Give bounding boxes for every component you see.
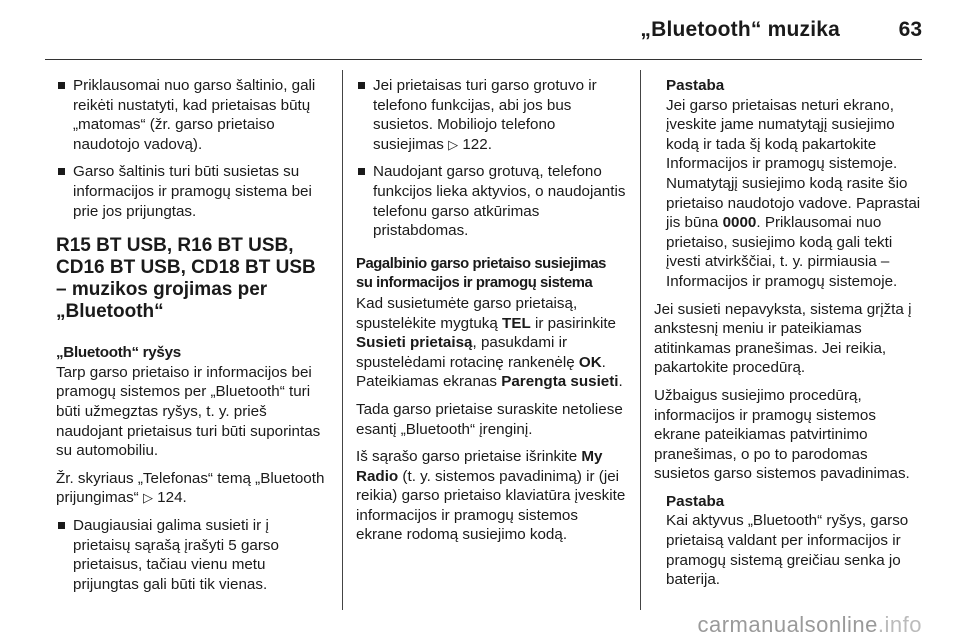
note-text: Jei garso prietaisas neturi ekrano, įveskite jame numatytąjį susiejimo kodą ir tada šį kodą pakartokite Informacijos ir pramogų sistemoje. Numatytąjį susiejimo kodą rasite šio prietaiso naudotojo vadove. Paprastai jis būna 0000. Priklausomai nuo prietaiso, susiejimo kodą gali tekti įvesti atvirkščiai, t. y. pirmiausia – Informacijos ir pramogų sistemoje. xyxy=(666,96,921,290)
reference-arrow-icon: ▷ xyxy=(448,136,459,152)
list-item: Jei prietaisas turi garso grotuvo ir telefono funkcijas, abi jos bus susietos. Mobiliojo telefono susiejimas ▷ 122. xyxy=(356,76,626,154)
bullet-icon xyxy=(58,168,65,175)
screen-name: Parengta susieti xyxy=(501,373,619,391)
menu-name: Susieti prietaisą xyxy=(356,334,473,352)
header-divider xyxy=(45,59,922,60)
paragraph: Kad susietumėte garso prietaisą, spustelėkite mygtuką TEL ir pasirinkite Susieti prietaisą, pasukdami ir spustelėdami rotacinę rankenėlę OK. Pateikiamas ekranas Parengta susieti. xyxy=(356,294,623,391)
subsection-heading: „Bluetooth“ ryšys xyxy=(56,344,181,362)
page-header xyxy=(0,0,960,60)
note-box xyxy=(654,492,926,590)
default-code: 0000 xyxy=(722,214,757,232)
bullet-icon xyxy=(58,82,65,89)
bullet-icon xyxy=(358,168,365,175)
bullet-icon xyxy=(358,82,365,89)
page-title: „Bluetooth“ muzika xyxy=(640,18,840,41)
list-item: Daugiausiai galima susieti ir į prietaisų sąrašą įrašyti 5 garso prietaisus, tačiau vienu metu prijungtas gali būti tik vienas. xyxy=(56,516,328,594)
paragraph: Tada garso prietaise suraskite netoliese esantį „Bluetooth“ įrenginį. xyxy=(356,400,623,438)
subsection-heading: Pagalbinio garso prietaiso susiejimas su informacijos ir pramogų sistema xyxy=(356,255,606,292)
list-item: Naudojant garso grotuvą, telefono funkcijos lieka aktyvios, o naudojantis telefonu garso atkūrimas pristabdomas. xyxy=(356,162,626,240)
knob-name: OK xyxy=(578,353,602,371)
system-name: My Radio xyxy=(356,448,603,485)
list-item: Garso šaltinis turi būti susietas su informacijos ir pramogų sistema bei prie jos prijungtas. xyxy=(56,162,328,221)
note-text: Kai aktyvus „Bluetooth“ ryšys, garso prietaisą valdant per informacijos ir pramogų sistemą greičiau senka jo baterija. xyxy=(666,512,909,589)
note-title: Pastaba xyxy=(666,492,725,510)
note-title: Pastaba xyxy=(666,77,725,94)
paragraph: Žr. skyriaus „Telefonas“ temą „Bluetooth prijungimas“ ▷ 124. xyxy=(56,469,325,507)
column-divider-2 xyxy=(640,70,641,610)
reference-arrow-icon: ▷ xyxy=(142,490,153,506)
paragraph: Iš sąrašo garso prietaise išrinkite My Radio (t. y. sistemos pavadinimą) ir (jei reikia) garso prietaiso klaviatūra įveskite informacijos ir pramogų sistemos ekrane rodomą susiejimo kodą. xyxy=(356,448,626,544)
bullet-icon xyxy=(58,522,65,529)
section-heading: R15 BT USB, R16 BT USB, CD16 BT USB, CD18 BT USB – muzikos grojimas per „Bluetooth“ xyxy=(56,235,316,323)
page-reference: 122. xyxy=(462,135,492,153)
button-name-tel: TEL xyxy=(502,314,531,332)
column-2 xyxy=(356,76,626,553)
column-1 xyxy=(56,76,328,602)
paragraph: Jei susieti nepavyksta, sistema grįžta į ankstesnį meniu ir pateikiamas atitinkamas pranešimas. Jei reikia, pakartokite procedūrą. xyxy=(654,300,912,377)
page-number: 63 xyxy=(898,18,922,41)
paragraph: Tarp garso prietaiso ir informacijos bei pramogų sistemos per „Bluetooth“ turi būti užmegztas ryšys, t. y. prieš naudojant prietaisus turi būti suporintas su automobiliu. xyxy=(56,363,321,460)
note-box xyxy=(654,76,926,292)
column-divider-1 xyxy=(342,70,343,610)
list-item: Priklausomai nuo garso šaltinio, gali reikėti nustatyti, kad prietaisas būtų „matomas“ (žr. garso prietaiso naudotojo vadovą). xyxy=(56,76,328,154)
watermark: carmanualsonline.info xyxy=(697,612,922,637)
page-reference: 124. xyxy=(157,489,187,507)
column-3 xyxy=(654,76,926,598)
paragraph: Užbaigus susiejimo procedūrą, informacijos ir pramogų sistemos ekrane pateikiamas patvirtinimo pranešimas, o po to parodomas susietos garso sistemos pavadinimas. xyxy=(654,386,910,483)
